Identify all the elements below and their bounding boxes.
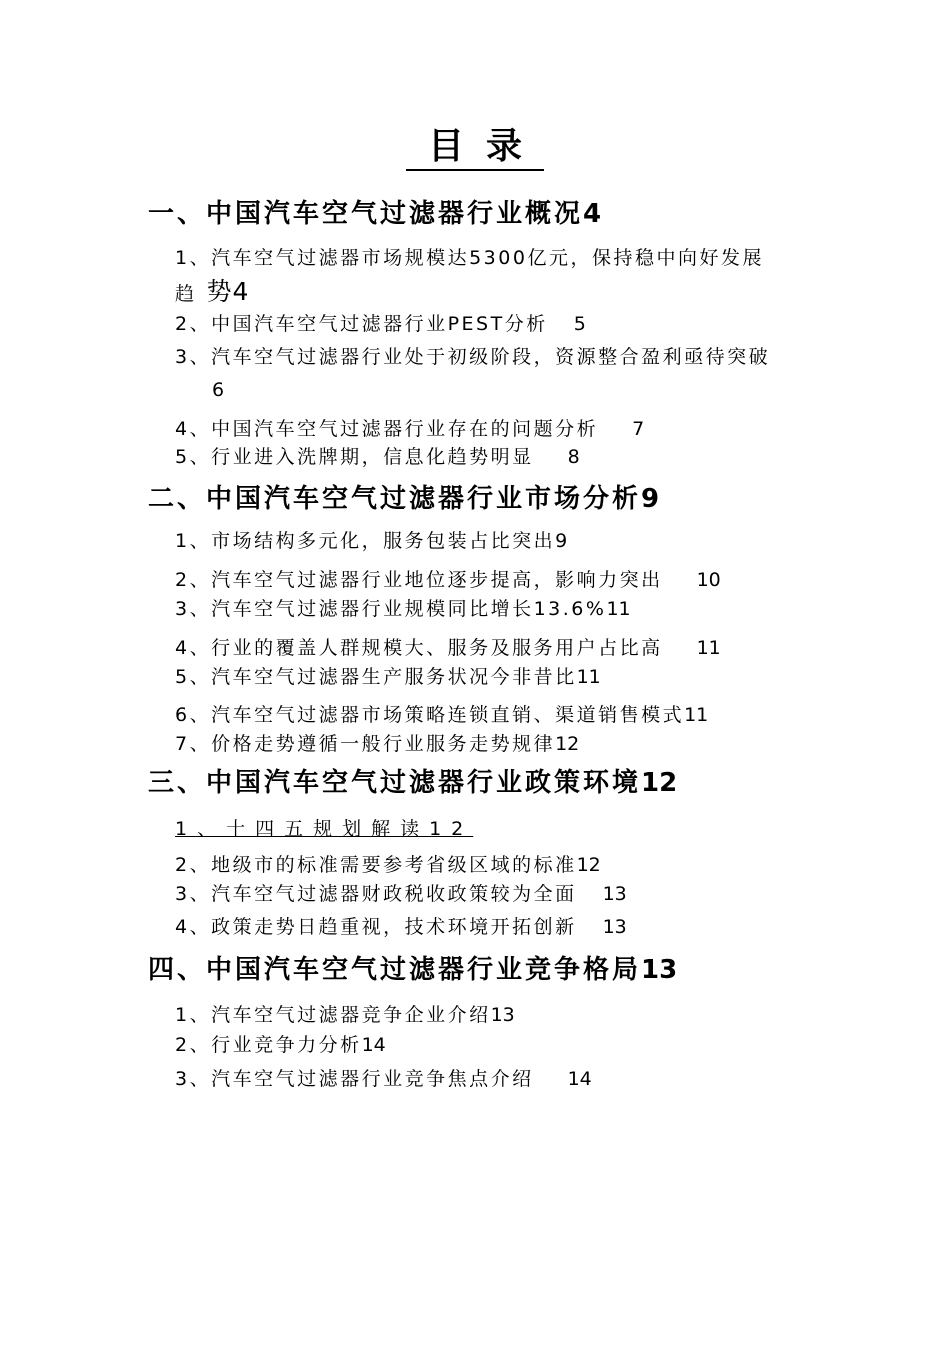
toc-item[interactable]: 2、中国汽车空气过滤器行业PEST分析 5 [175, 313, 586, 335]
toc-item[interactable]: 1、汽车空气过滤器竞争企业介绍13 [175, 1004, 515, 1026]
toc-item-page[interactable]: 6 [212, 379, 225, 401]
toc-item[interactable]: 4、政策走势日趋重视，技术环境开拓创新 13 [175, 916, 627, 938]
toc-item[interactable]: 3、汽车空气过滤器行业竞争焦点介绍 14 [175, 1068, 592, 1090]
toc-item[interactable]: 2、汽车空气过滤器行业地位逐步提高，影响力突出 10 [175, 569, 721, 591]
toc-item[interactable]: 5、汽车空气过滤器生产服务状况今非昔比11 [175, 666, 601, 688]
toc-item[interactable]: 4、行业的覆盖人群规模大、服务及服务用户占比高 11 [175, 637, 721, 659]
toc-item[interactable]: 2、地级市的标准需要参考省级区域的标准12 [175, 854, 601, 876]
toc-title: 目录 [0, 118, 950, 169]
toc-item[interactable]: 1、市场结构多元化，服务包装占比突出9 [175, 530, 568, 552]
toc-item[interactable]: 1、十四五规划解读12 [175, 818, 474, 840]
toc-item[interactable]: 5、行业进入洗牌期，信息化趋势明显 8 [175, 446, 580, 468]
toc-item[interactable]: 6、汽车空气过滤器市场策略连锁直销、渠道销售模式11 [175, 704, 709, 726]
toc-section-heading[interactable]: 四、中国汽车空气过滤器行业竞争格局13 [148, 955, 678, 985]
toc-item[interactable]: 4、中国汽车空气过滤器行业存在的问题分析 7 [175, 418, 645, 440]
toc-item-continuation[interactable]: 趋 势4 [175, 277, 249, 306]
toc-item[interactable]: 2、行业竞争力分析14 [175, 1034, 386, 1056]
toc-section-heading[interactable]: 二、中国汽车空气过滤器行业市场分析9 [148, 484, 660, 514]
toc-item[interactable]: 3、汽车空气过滤器行业处于初级阶段，资源整合盈利亟待突破 [175, 346, 771, 368]
toc-section-heading[interactable]: 一、中国汽车空气过滤器行业概况4 [148, 199, 602, 229]
toc-item[interactable]: 3、汽车空气过滤器行业规模同比增长13.6%11 [175, 598, 631, 620]
toc-item[interactable]: 3、汽车空气过滤器财政税收政策较为全面 13 [175, 883, 627, 905]
toc-item[interactable]: 1、汽车空气过滤器市场规模达5300亿元，保持稳中向好发展 [175, 247, 764, 269]
toc-item[interactable]: 7、价格走势遵循一般行业服务走势规律12 [175, 733, 580, 755]
toc-section-heading[interactable]: 三、中国汽车空气过滤器行业政策环境12 [148, 768, 678, 798]
